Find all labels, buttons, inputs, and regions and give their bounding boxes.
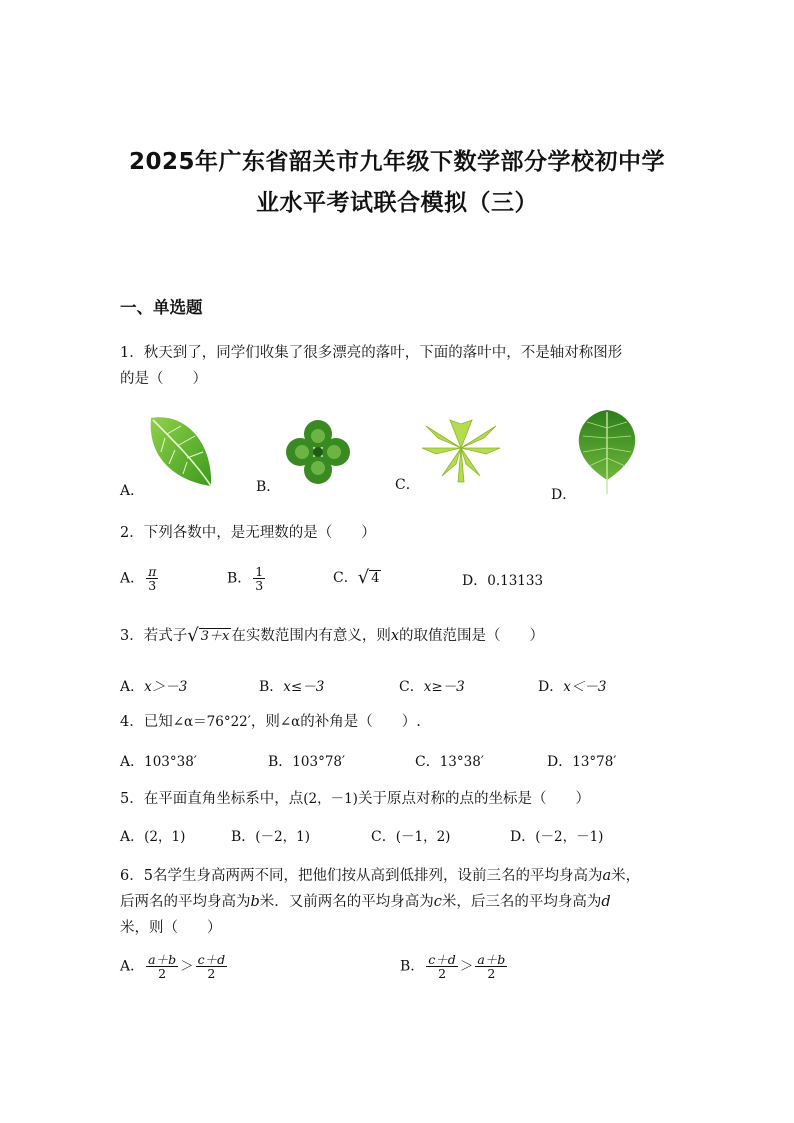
fraction-denominator: 3 [255, 578, 264, 593]
q1-option-d: D． [551, 487, 577, 503]
question-3-text [120, 624, 544, 646]
q5-option-b-expr: (－2，1) [255, 829, 311, 845]
q1-option-b: B． [256, 479, 281, 495]
q6-var-d: d [601, 894, 611, 910]
q3-var: x [390, 628, 400, 644]
question-1-text-line1: 1．秋天到了，同学们收集了很多漂亮的落叶，下面的落叶中，不是轴对称图形 [120, 345, 623, 361]
q4-given: ∠α＝76°22′ [172, 714, 251, 730]
q4-suffix: 的补角是（ ）. [300, 714, 421, 730]
q4-option-b-label: B． [268, 754, 293, 770]
question-2-text: 2．下列各数中，是无理数的是（ ） [120, 525, 376, 541]
square-root [358, 568, 382, 588]
q3-prefix: 3．若式子 [120, 628, 188, 644]
q4-prefix: 4．已知 [120, 714, 173, 730]
q5-option-b-label: B． [231, 829, 256, 845]
q3-option-b [259, 675, 324, 696]
q2-option-a-label: A． [120, 570, 145, 587]
question-1 [120, 340, 680, 392]
q4-option-d-expr: 13°78′ [572, 754, 617, 770]
clover-leaf-icon [284, 418, 352, 486]
q5-option-a [120, 825, 185, 846]
fraction [426, 953, 458, 980]
q6-line2-a: 后两名的平均身高为 [120, 894, 251, 910]
q6-line1 [120, 863, 680, 889]
q3-suffix: 的取值范围是（ ） [399, 628, 545, 644]
q5-option-b [231, 825, 310, 846]
fraction-numerator: c＋d [428, 952, 456, 967]
oval-leaf-icon [145, 412, 215, 490]
fraction-numerator: a＋b [148, 952, 177, 967]
q2-option-c [333, 567, 381, 588]
q4-option-d [547, 751, 616, 771]
q5-option-a-label: A． [120, 829, 145, 845]
fraction-denominator: 2 [487, 966, 496, 981]
q2-option-a [120, 565, 160, 592]
q6-line1-a: 6．5名学生身高两两不同，把他们按从高到低排列，设前三名的平均身高为 [120, 868, 603, 884]
q2-option-b-label: B． [227, 570, 252, 587]
q2-option-c-label: C． [333, 570, 358, 586]
fraction-denominator: 2 [158, 966, 167, 981]
document-title-line2: 业水平考试联合模拟（三） [256, 190, 538, 216]
q6-line2-b: 米．又前两名的平均身高为 [259, 894, 434, 910]
q6-line2-c: 米，后三名的平均身高为 [441, 894, 602, 910]
radical-sign-icon: √ [357, 567, 370, 588]
q5-option-d-expr: (－2，－1) [535, 829, 604, 845]
q6-var-b: b [250, 894, 260, 910]
q4-option-b-expr: 103°78′ [292, 754, 346, 770]
q4-mid: ，则 [250, 714, 280, 730]
q4-angle: ∠α [279, 714, 301, 730]
fraction-numerator: π [148, 564, 157, 579]
q4-option-a-label: A． [120, 754, 145, 770]
q4-option-b [268, 751, 345, 771]
q4-option-a-expr: 103°38′ [144, 754, 197, 770]
fraction [196, 953, 228, 980]
q6-option-a [120, 953, 229, 980]
q4-option-d-label: D． [547, 754, 573, 770]
q3-option-a-label: A． [120, 679, 145, 695]
q4-option-c-expr: 13°38′ [439, 754, 484, 770]
q5-option-a-expr: (2，1) [144, 829, 186, 845]
q1-option-c: C． [395, 477, 420, 493]
q2-option-d-value: 0.13133 [487, 573, 544, 589]
q6-line2 [120, 889, 680, 915]
q5-option-d [510, 825, 603, 846]
q5-suffix: 关于原点对称的点的坐标是（ ） [357, 791, 590, 807]
q2-option-d [462, 570, 543, 590]
q5-prefix: 5．在平面直角坐标系中，点 [120, 791, 304, 807]
q3-option-d [538, 675, 606, 696]
q3-option-b-label: B． [259, 679, 284, 695]
q5-option-c-expr: (－1，2) [395, 829, 451, 845]
q3-option-d-expr: x＜－3 [563, 679, 607, 695]
q6-line1-b: 米， [611, 868, 641, 884]
q2-option-b [227, 565, 267, 592]
fraction [253, 565, 265, 592]
radicand: 3＋x [200, 629, 230, 644]
radicand: 4 [371, 571, 380, 586]
q3-option-c-expr: x≥－3 [423, 679, 465, 695]
q3-option-c [399, 675, 465, 696]
q6-var-a: a [602, 868, 612, 884]
fraction-numerator: a＋b [477, 952, 506, 967]
q3-option-c-label: C． [399, 679, 424, 695]
q4-option-c-label: C． [415, 754, 440, 770]
heart-leaf-icon [575, 408, 639, 494]
question-5-text [120, 787, 590, 808]
fraction-denominator: 2 [207, 966, 216, 981]
comparison-operator: ＞ [180, 958, 194, 975]
q1-option-a: A． [120, 483, 145, 499]
q6-option-b [400, 953, 509, 980]
q5-option-c-label: C． [371, 829, 396, 845]
q3-option-a [120, 675, 187, 696]
q5-option-c [371, 825, 450, 846]
question-1-text-line2: 的是（ ） [120, 371, 207, 387]
q3-option-b-expr: x≤－3 [283, 679, 325, 695]
document-title-line1: 2025年广东省韶关市九年级下数学部分学校初中学 [128, 149, 665, 175]
q6-var-c: c [433, 894, 442, 910]
q3-option-a-expr: x＞－3 [144, 679, 188, 695]
q4-option-a [120, 751, 197, 771]
radical-sign-icon: √ [187, 625, 199, 646]
fraction-denominator: 2 [438, 966, 447, 981]
question-6 [120, 863, 680, 941]
fraction-numerator: 1 [255, 564, 264, 579]
palmate-leaf-icon [420, 418, 502, 484]
question-4-text [120, 710, 421, 731]
q4-option-c [415, 751, 484, 771]
q5-point: (2，－1) [303, 791, 358, 807]
comparison-operator: ＞ [459, 958, 474, 975]
q3-option-d-label: D． [538, 679, 564, 695]
section-heading: 一、单选题 [120, 298, 203, 317]
q6-option-b-label: B． [400, 958, 425, 975]
fraction-numerator: c＋d [197, 952, 226, 967]
fraction-denominator: 3 [148, 578, 157, 593]
q2-option-d-label: D． [462, 573, 488, 589]
fraction [146, 953, 178, 980]
q5-option-d-label: D． [510, 829, 536, 845]
fraction [146, 565, 158, 592]
square-root [187, 626, 231, 646]
fraction [475, 953, 507, 980]
q3-mid: 在实数范围内有意义，则 [231, 628, 391, 644]
q6-option-a-label: A． [120, 958, 145, 975]
q6-line3: 米，则（ ） [120, 920, 222, 936]
